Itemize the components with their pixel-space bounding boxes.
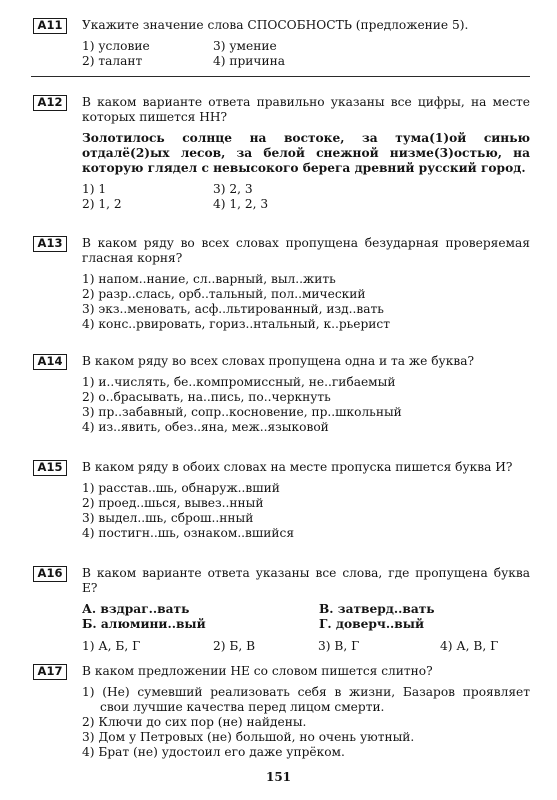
- task-number-badge: A16: [33, 566, 67, 582]
- answer-option: 3) пр..забавный, сопр..косновение, пр..школьный: [82, 405, 402, 419]
- answer-option: 2) проед..шься, вывез..нный: [82, 496, 264, 510]
- answer-option: 1) расстав..шь, обнаруж..вший: [82, 481, 280, 495]
- answer-option: 1) условие: [82, 39, 150, 53]
- word-item: В. затверд..вать: [319, 602, 435, 616]
- answer-options: [82, 39, 530, 69]
- task-number-badge: A15: [33, 460, 67, 476]
- answer-option: 4) причина: [213, 54, 286, 68]
- question-text: В каком варианте ответа правильно указаны все цифры, на месте которых пишется НН?: [82, 95, 530, 124]
- answer-option: 4) 1, 2, 3: [213, 197, 269, 211]
- answer-option: 1) напом..нание, сл..варный, выл..жить: [82, 272, 336, 286]
- task-content: [82, 95, 530, 212]
- question-text: В каком ряду в обоих словах на месте пропуска пишется буква И?: [82, 460, 513, 474]
- task-number-badge: A17: [33, 664, 67, 680]
- word-list: [82, 602, 530, 632]
- answer-option: 1) 1: [82, 182, 107, 196]
- answer-options: [82, 375, 530, 435]
- answer-option: 1) и..числять, бе..компромиссный, не..гибаемый: [82, 375, 396, 389]
- answer-option: 4) постигн..шь, ознаком..вшийся: [82, 526, 295, 540]
- answer-option: 2) талант: [82, 54, 143, 68]
- answer-option: 4) Брат (не) удостоил его даже упрёком.: [82, 745, 345, 759]
- task-number-badge: A12: [33, 95, 67, 111]
- answer-option: 1) А, Б, Г: [82, 639, 141, 653]
- answer-option: 3) Дом у Петровых (не) большой, но очень уютный.: [82, 730, 415, 744]
- section-divider: [31, 76, 530, 77]
- answer-options: [82, 182, 530, 212]
- question-text: В каком ряду во всех словах пропущена одна и та же буква?: [82, 354, 474, 368]
- page-number: 151: [265, 770, 292, 784]
- answer-option: 3) В, Г: [318, 639, 360, 653]
- answer-option: 3) экз..меновать, асф..льтированный, изд..вать: [82, 302, 384, 316]
- word-item: Б. алюмини..вый: [82, 617, 206, 631]
- task-number-badge: A14: [33, 354, 67, 370]
- task-number-badge: A11: [33, 18, 67, 34]
- answer-options: [82, 481, 530, 541]
- answer-option: 2) о..брасывать, на..пись, по..черкнуть: [82, 390, 331, 404]
- question-text: В каком предложении НЕ со словом пишется слитно?: [82, 664, 433, 678]
- question-text: В каком ряду во всех словах пропущена безударная проверяемая гласная корня?: [82, 236, 530, 265]
- word-item: Г. доверч..вый: [319, 617, 425, 631]
- answer-option: 3) умение: [213, 39, 277, 53]
- answer-option: 2) 1, 2: [82, 197, 122, 211]
- task-content: [82, 18, 530, 69]
- answer-option: 2) разр..слась, орб..тальный, пол..мический: [82, 287, 366, 301]
- answer-options: [82, 685, 530, 760]
- answer-options: [82, 639, 530, 654]
- answer-option: 4) конс..рвировать, гориз..нтальный, к..рьерист: [82, 317, 390, 331]
- answer-option: 3) 2, 3: [213, 182, 253, 196]
- passage-text: Золотилось солнце на востоке, за тума(1)ой синью отдалё(2)ых лесов, за белой снежной низме(3)остью, на которую глядел с невысокого берега древний русский город.: [82, 131, 530, 175]
- task-content: [82, 566, 530, 654]
- task-content: [82, 354, 530, 435]
- answer-option: 2) Б, В: [213, 639, 256, 653]
- question-text: Укажите значение слова СПОСОБНОСТЬ (предложение 5).: [82, 18, 469, 32]
- answer-option: 1) (Не) сумевший реализовать себя в жизни, Базаров проявляет свои лучшие качества перед лицом смерти.: [82, 685, 530, 714]
- task-content: [82, 236, 530, 332]
- answer-options: [82, 272, 530, 332]
- answer-option: 2) Ключи до сих пор (не) найдены.: [82, 715, 307, 729]
- question-text: В каком варианте ответа указаны все слова, где пропущена буква Е?: [82, 566, 530, 595]
- answer-option: 4) из..явить, обез..яна, меж..языковой: [82, 420, 329, 434]
- answer-option: 3) выдел..шь, сброш..нный: [82, 511, 254, 525]
- task-content: [82, 460, 530, 541]
- task-content: [82, 664, 530, 760]
- task-number-badge: A13: [33, 236, 67, 252]
- answer-option: 4) А, В, Г: [440, 639, 499, 653]
- word-item: А. вздраг..вать: [82, 602, 190, 616]
